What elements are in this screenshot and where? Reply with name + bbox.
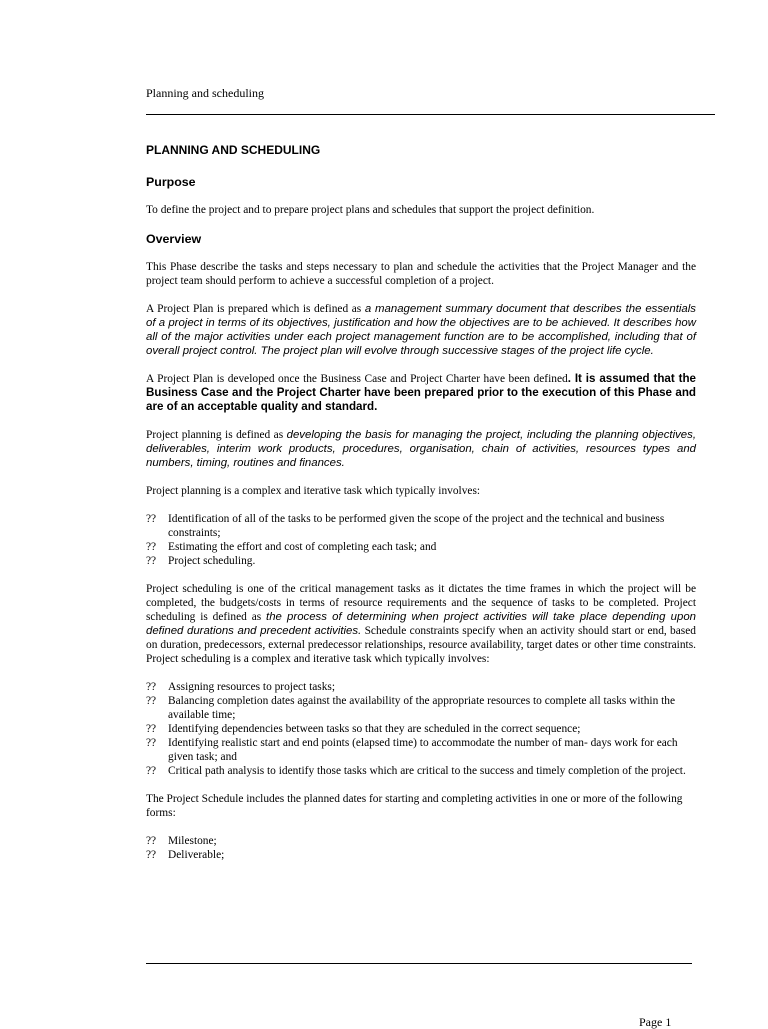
list-item-text: Deliverable; (168, 849, 225, 861)
schedule-form-list (146, 834, 696, 862)
purpose-text: To define the project and to prepare project plans and schedules that support the project definition. (146, 204, 595, 216)
scheduling-lead: Project scheduling is one of the critical management tasks as it dictates the time frames in which the project will be completed, the budgets/costs in terms of resource requirements and the sequence of tasks to be completed. Project scheduling is defined as (146, 583, 696, 623)
project-plan-assumption (146, 372, 696, 414)
bullet-glyph: ?? (146, 541, 157, 553)
assumption-lead: A Project Plan is developed once the Business Case and Project Charter have been defined (146, 373, 568, 385)
list-item (146, 554, 696, 568)
bullet-glyph: ?? (146, 849, 157, 861)
page-number: Page 1 (639, 1015, 672, 1029)
purpose-heading: Purpose (146, 175, 196, 189)
list-item-text: Identification of all of the tasks to be performed given the scope of the project and the technical and business constraints; (168, 513, 665, 539)
document-body (146, 143, 696, 862)
running-header: Planning and scheduling (146, 86, 264, 100)
list-item-text: Assigning resources to project tasks; (168, 681, 336, 693)
list-item (146, 834, 696, 848)
bullet-glyph: ?? (146, 765, 157, 777)
bullet-glyph: ?? (146, 737, 157, 749)
project-plan-definition (146, 302, 696, 358)
list-item (146, 680, 696, 694)
list-item (146, 540, 696, 554)
list-item (146, 722, 696, 736)
planning-lead: Project planning is defined as (146, 429, 287, 441)
planning-intro: Project planning is a complex and iterative task which typically involves: (146, 485, 481, 497)
list-item (146, 764, 696, 778)
scheduling-task-list (146, 680, 696, 778)
bullet-glyph: ?? (146, 513, 157, 525)
scheduling-tail: Schedule constraints specify when an activity should start or end, based on duration, predecessors, external predecessor relationships, resource availability, target dates or other time constraints. Project scheduling is a complex and iterative task which typically involves: (146, 625, 696, 665)
project-schedule-paragraph: The Project Schedule includes the planned dates for starting and completing activities in one or more of the following forms: (146, 793, 683, 819)
list-item-text: Milestone; (168, 835, 217, 847)
list-item (146, 848, 696, 862)
project-plan-lead: A Project Plan is prepared which is defined as (146, 303, 365, 315)
bullet-glyph: ?? (146, 723, 157, 735)
bullet-glyph: ?? (146, 681, 157, 693)
list-item-text: Identifying realistic start and end points (elapsed time) to accommodate the number of man- days work for each given task; and (168, 737, 678, 763)
list-item (146, 694, 696, 722)
list-item-text: Identifying dependencies between tasks so that they are scheduled in the correct sequence; (168, 723, 581, 735)
bullet-glyph: ?? (146, 555, 157, 567)
list-item (146, 512, 696, 540)
assumption-strong: . It is assumed that the Business Case and the Project Charter have been prepared prior to the execution of this Phase and are of an acceptable quality and standard. (146, 372, 697, 413)
scheduling-emphasis: the process of determining when project activities will take place depending upon defined durations and precedent activities. (146, 611, 696, 637)
overview-paragraph-1: This Phase describe the tasks and steps necessary to plan and schedule the activities that the Project Manager and the project team should perform to achieve a successful completion of a project. (146, 261, 696, 287)
list-item (146, 736, 696, 764)
planning-emphasis: developing the basis for managing the project, including the planning objectives, deliverables, interim work products, procedures, organisation, chain of activities, resources types and numbers, timing, routines and finances. (146, 429, 697, 469)
list-item-text: Balancing completion dates against the availability of the appropriate resources to complete all tasks within the available time; (168, 695, 676, 721)
project-planning-definition (146, 428, 696, 470)
project-scheduling-paragraph (146, 582, 696, 666)
footer-rule (146, 963, 692, 964)
list-item-text: Estimating the effort and cost of completing each task; and (168, 541, 437, 553)
planning-task-list (146, 512, 696, 568)
overview-heading: Overview (146, 232, 202, 246)
bullet-glyph: ?? (146, 695, 157, 707)
bullet-glyph: ?? (146, 835, 157, 847)
list-item-text: Project scheduling. (168, 555, 256, 567)
header-rule (146, 114, 715, 115)
project-plan-emphasis: a management summary document that describes the essentials of a project in terms of its objectives, justification and how the objectives are to be achieved. It describes how all of the major activities under each project management function are to be accomplished, including that of overall project control. The project plan will evolve through successive stages of the project life cycle. (146, 303, 696, 357)
list-item-text: Critical path analysis to identify those tasks which are critical to the success and timely completion of the project. (168, 765, 686, 777)
document-title: PLANNING AND SCHEDULING (146, 143, 321, 157)
